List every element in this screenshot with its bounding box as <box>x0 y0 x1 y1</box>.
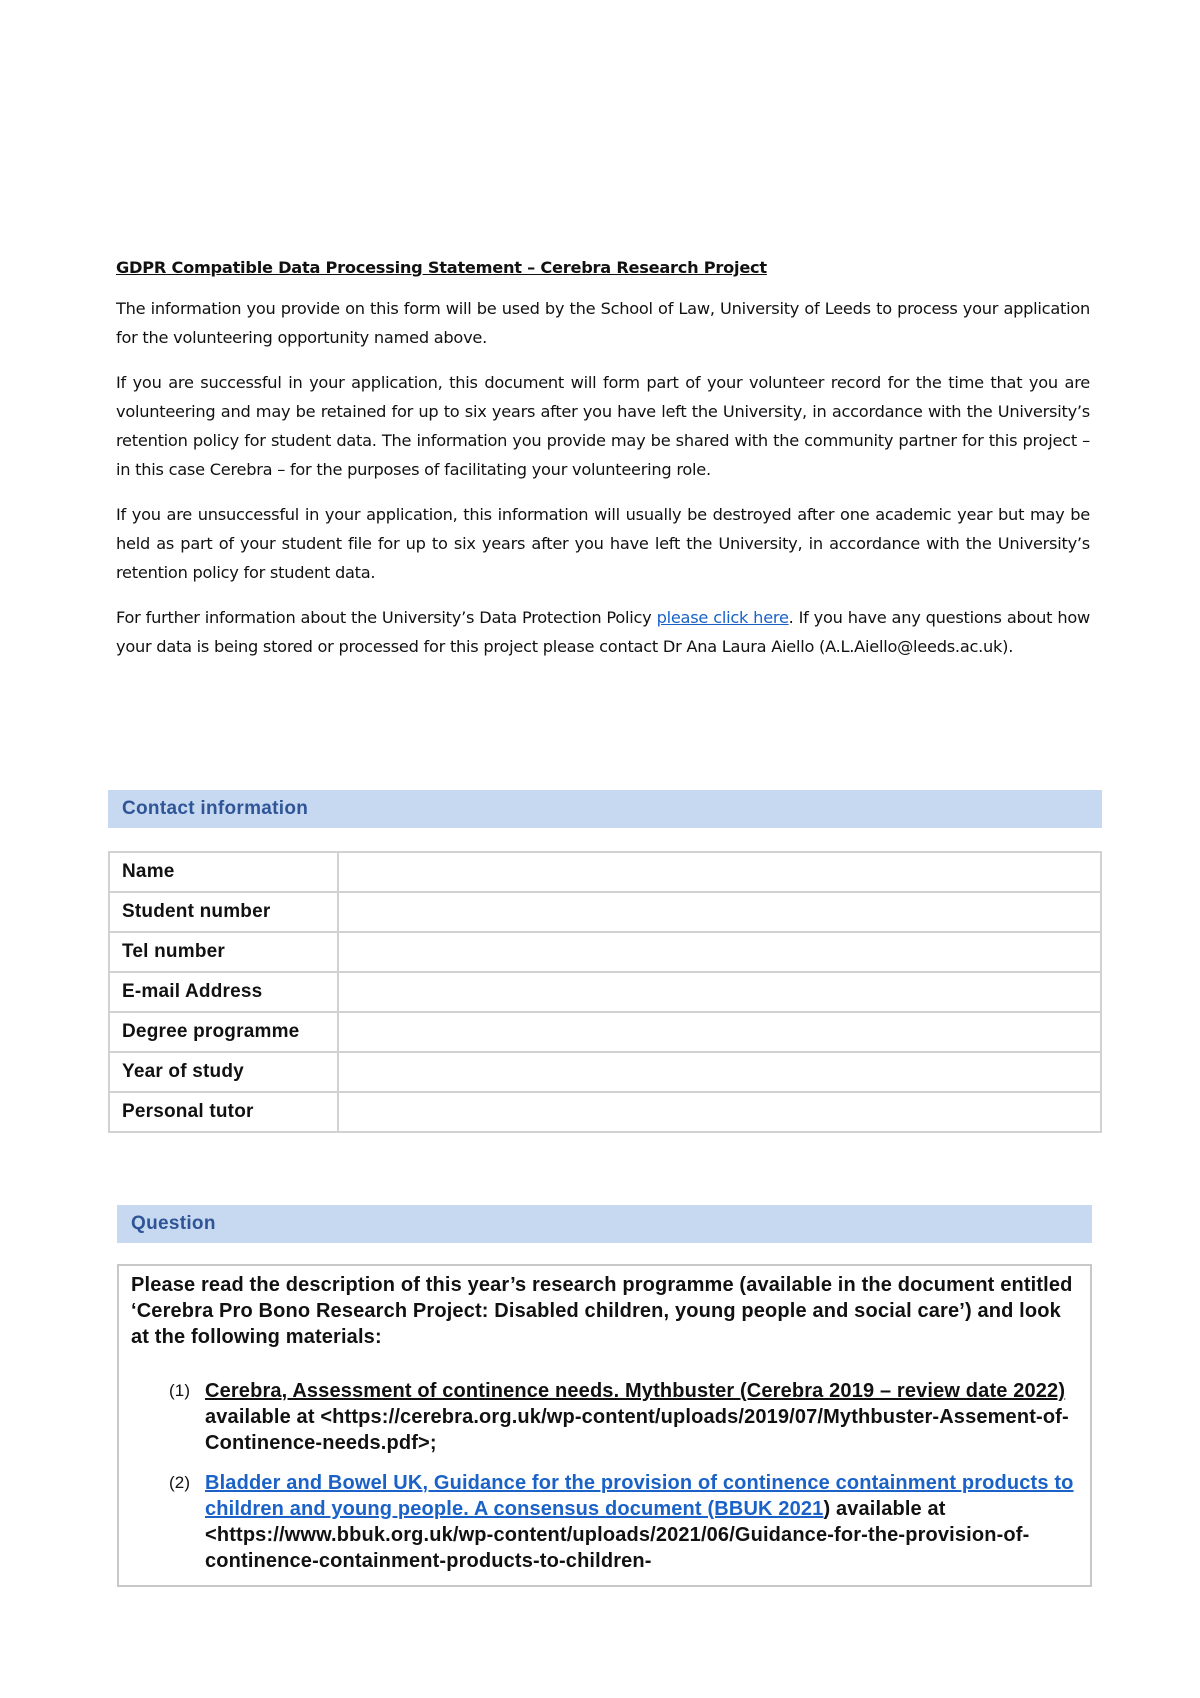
material-1-availability: available at <https://cerebra.org.uk/wp-content/uploads/2019/07/Mythbuster-Assement-of-Continence-needs.pdf>; <box>205 1406 1069 1454</box>
data-protection-policy-link[interactable]: please click here <box>656 608 789 627</box>
table-row <box>109 1052 1101 1092</box>
gdpr-paragraph-4-contact: . If you have any questions about how your data is being stored or processed for this project please contact Dr Ana Laura Aiello (A.L.Aiello@leeds.ac.uk). <box>116 608 1090 656</box>
material-1-title: Cerebra, Assessment of continence needs. Mythbuster (Cerebra 2019 – review date 2022) <box>205 1380 1066 1402</box>
question-intro: Please read the description of this year’s research programme (available in the document entitled ‘Cerebra Pro Bono Research Project: Disabled children, young people and social care’) and look at the following materials: <box>131 1274 1073 1348</box>
degree-programme-label: Degree programme <box>109 1012 338 1052</box>
table-row <box>109 932 1101 972</box>
table-row <box>109 972 1101 1012</box>
email-address-label: E-mail Address <box>109 972 338 1012</box>
question-box <box>117 1264 1092 1587</box>
table-row <box>109 1092 1101 1132</box>
material-number: (1) <box>169 1381 191 1400</box>
material-number: (2) <box>169 1473 191 1492</box>
personal-tutor-label: Personal tutor <box>109 1092 338 1132</box>
table-row <box>109 892 1101 932</box>
gdpr-paragraph-3: If you are unsuccessful in your application, this information will usually be destroyed after one academic year but may be held as part of your student file for up to six years after you have left the University, in accordance with the University’s retention policy for student data. <box>116 505 1090 582</box>
name-field[interactable] <box>338 852 1101 892</box>
gdpr-paragraph-4-text: For further information about the University’s Data Protection Policy <box>116 608 657 627</box>
material-item-2 <box>131 1470 1080 1574</box>
bbuk-guidance-link[interactable]: Bladder and Bowel UK, Guidance for the provision of continence containment products to children and young people. A consensus document (BBUK 2021 <box>205 1472 1074 1520</box>
contact-information-header: Contact information <box>108 790 1102 828</box>
tel-number-field[interactable] <box>338 932 1101 972</box>
material-2-close: ) <box>823 1498 831 1520</box>
material-item-1 <box>131 1378 1080 1456</box>
gdpr-title: GDPR Compatible Data Processing Statement – Cerebra Research Project <box>116 258 767 277</box>
question-header: Question <box>117 1205 1092 1243</box>
student-number-field[interactable] <box>338 892 1101 932</box>
tel-number-label: Tel number <box>109 932 338 972</box>
table-row <box>109 852 1101 892</box>
year-of-study-label: Year of study <box>109 1052 338 1092</box>
table-row <box>109 1012 1101 1052</box>
student-number-label: Student number <box>109 892 338 932</box>
gdpr-statement <box>116 253 1090 677</box>
material-2-availability: available at <https://www.bbuk.org.uk/wp-content/uploads/2021/06/Guidance-for-the-provision-of-continence-containment-products-to-children- <box>205 1498 1030 1572</box>
personal-tutor-field[interactable] <box>338 1092 1101 1132</box>
gdpr-paragraph-2: If you are successful in your application, this document will form part of your volunteer record for the time that you are volunteering and may be retained for up to six years after you have left the University, in accordance with the University’s retention policy for student data. The information you provide may be shared with the community partner for this project – in this case Cerebra – for the purposes of facilitating your volunteering role. <box>116 373 1090 479</box>
year-of-study-field[interactable] <box>338 1052 1101 1092</box>
name-label: Name <box>109 852 338 892</box>
gdpr-paragraph-4 <box>116 603 1090 661</box>
email-address-field[interactable] <box>338 972 1101 1012</box>
degree-programme-field[interactable] <box>338 1012 1101 1052</box>
contact-information-table <box>108 851 1102 1133</box>
gdpr-paragraph-1: The information you provide on this form will be used by the School of Law, University of Leeds to process your application for the volunteering opportunity named above. <box>116 299 1090 347</box>
